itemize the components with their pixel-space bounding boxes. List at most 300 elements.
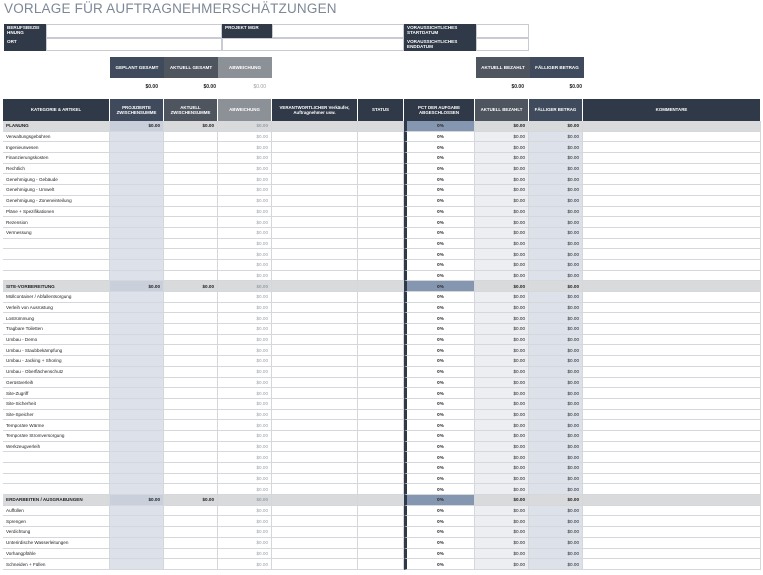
item-projiziert[interactable] bbox=[110, 559, 164, 570]
item-projiziert[interactable] bbox=[110, 410, 164, 421]
item-aktuell[interactable] bbox=[164, 249, 218, 260]
item-aktuell[interactable] bbox=[164, 142, 218, 153]
item-verantwortlich[interactable] bbox=[272, 324, 358, 335]
item-name[interactable]: Umbau - Oberflächenschutz bbox=[3, 367, 110, 378]
table-row bbox=[3, 367, 761, 378]
item-name[interactable]: Site-Speicher bbox=[3, 410, 110, 421]
item-pct[interactable]: 0% bbox=[404, 249, 475, 260]
item-kommentar[interactable] bbox=[583, 292, 761, 303]
item-projiziert[interactable] bbox=[110, 452, 164, 463]
item-projiziert[interactable] bbox=[110, 260, 164, 271]
item-verantwortlich[interactable] bbox=[272, 174, 358, 185]
item-kommentar[interactable] bbox=[583, 303, 761, 314]
item-pct[interactable]: 0% bbox=[404, 538, 475, 549]
item-aktuell[interactable] bbox=[164, 538, 218, 549]
item-pct[interactable]: 0% bbox=[404, 559, 475, 570]
item-projiziert[interactable] bbox=[110, 367, 164, 378]
item-pct[interactable]: 0% bbox=[404, 506, 475, 517]
item-verantwortlich[interactable] bbox=[272, 506, 358, 517]
section-kommentar[interactable] bbox=[583, 281, 761, 292]
item-pct[interactable]: 0% bbox=[404, 527, 475, 538]
item-kommentar[interactable] bbox=[583, 378, 761, 389]
item-status[interactable] bbox=[358, 164, 404, 175]
item-projiziert[interactable] bbox=[110, 249, 164, 260]
item-verantwortlich[interactable] bbox=[272, 164, 358, 175]
item-verantwortlich[interactable] bbox=[272, 260, 358, 271]
item-verantwortlich[interactable] bbox=[272, 420, 358, 431]
item-aktuell[interactable] bbox=[164, 549, 218, 560]
item-bezahlt: $0.00 bbox=[475, 420, 529, 431]
item-verantwortlich[interactable] bbox=[272, 292, 358, 303]
section-kommentar[interactable] bbox=[583, 495, 761, 506]
item-aktuell[interactable] bbox=[164, 324, 218, 335]
item-projiziert[interactable] bbox=[110, 185, 164, 196]
item-name[interactable]: Müllcontainer / Abfallentsorgung bbox=[3, 292, 110, 303]
item-projiziert[interactable] bbox=[110, 420, 164, 431]
item-faellig: $0.00 bbox=[529, 516, 583, 527]
item-kommentar[interactable] bbox=[583, 217, 761, 228]
item-status[interactable] bbox=[358, 207, 404, 218]
item-pct[interactable]: 0% bbox=[404, 174, 475, 185]
item-projiziert[interactable] bbox=[110, 431, 164, 442]
item-projiziert[interactable] bbox=[110, 474, 164, 485]
item-name[interactable]: Gerüstverleih bbox=[3, 378, 110, 389]
item-aktuell[interactable] bbox=[164, 484, 218, 495]
item-projiziert[interactable] bbox=[110, 196, 164, 207]
item-kommentar[interactable] bbox=[583, 153, 761, 164]
item-pct[interactable]: 0% bbox=[404, 260, 475, 271]
item-pct[interactable]: 0% bbox=[404, 549, 475, 560]
item-pct[interactable]: 0% bbox=[404, 345, 475, 356]
section-row bbox=[3, 121, 761, 132]
item-name[interactable] bbox=[3, 484, 110, 495]
item-pct[interactable]: 0% bbox=[404, 217, 475, 228]
item-status[interactable] bbox=[358, 474, 404, 485]
item-name[interactable]: Verdichtung bbox=[3, 527, 110, 538]
item-aktuell[interactable] bbox=[164, 153, 218, 164]
item-aktuell[interactable] bbox=[164, 217, 218, 228]
item-aktuell[interactable] bbox=[164, 313, 218, 324]
item-status[interactable] bbox=[358, 484, 404, 495]
item-status[interactable] bbox=[358, 356, 404, 367]
item-name[interactable] bbox=[3, 260, 110, 271]
item-projiziert[interactable] bbox=[110, 356, 164, 367]
item-abweichung: $0.00 bbox=[218, 516, 272, 527]
item-status[interactable] bbox=[358, 196, 404, 207]
item-kommentar[interactable] bbox=[583, 260, 761, 271]
item-pct[interactable]: 0% bbox=[404, 335, 475, 346]
item-kommentar[interactable] bbox=[583, 313, 761, 324]
item-pct[interactable]: 0% bbox=[404, 142, 475, 153]
item-name[interactable]: Genehmigung - Umwelt bbox=[3, 185, 110, 196]
item-name[interactable]: Genehmigung - Gebäude bbox=[3, 174, 110, 185]
item-projiziert[interactable] bbox=[110, 549, 164, 560]
item-verantwortlich[interactable] bbox=[272, 271, 358, 282]
item-name[interactable]: Sprengen bbox=[3, 516, 110, 527]
item-verantwortlich[interactable] bbox=[272, 538, 358, 549]
item-verantwortlich[interactable] bbox=[272, 313, 358, 324]
item-name[interactable]: Verwaltungsgebühren bbox=[3, 132, 110, 143]
item-name[interactable]: Vermessung bbox=[3, 228, 110, 239]
item-verantwortlich[interactable] bbox=[272, 463, 358, 474]
section-verantwortlich[interactable] bbox=[272, 121, 358, 132]
item-name[interactable]: Unterirdische Wasserleitungen bbox=[3, 538, 110, 549]
item-status[interactable] bbox=[358, 217, 404, 228]
item-name[interactable] bbox=[3, 474, 110, 485]
section-kommentar[interactable] bbox=[583, 121, 761, 132]
section-status[interactable] bbox=[358, 495, 404, 506]
item-status[interactable] bbox=[358, 388, 404, 399]
item-aktuell[interactable] bbox=[164, 335, 218, 346]
item-projiziert[interactable] bbox=[110, 174, 164, 185]
startdatum-field[interactable] bbox=[476, 24, 529, 38]
item-verantwortlich[interactable] bbox=[272, 559, 358, 570]
item-verantwortlich[interactable] bbox=[272, 442, 358, 453]
item-pct[interactable]: 0% bbox=[404, 185, 475, 196]
item-verantwortlich[interactable] bbox=[272, 356, 358, 367]
item-kommentar[interactable] bbox=[583, 271, 761, 282]
item-kommentar[interactable] bbox=[583, 164, 761, 175]
item-name[interactable]: Lostrümmung bbox=[3, 313, 110, 324]
table-row bbox=[3, 388, 761, 399]
item-aktuell[interactable] bbox=[164, 410, 218, 421]
item-status[interactable] bbox=[358, 271, 404, 282]
item-verantwortlich[interactable] bbox=[272, 196, 358, 207]
item-verantwortlich[interactable] bbox=[272, 527, 358, 538]
section-verantwortlich[interactable] bbox=[272, 281, 358, 292]
item-verantwortlich[interactable] bbox=[272, 207, 358, 218]
item-name[interactable]: Tragbare Toiletten bbox=[3, 324, 110, 335]
item-status[interactable] bbox=[358, 399, 404, 410]
item-name[interactable]: Site-Zugriff bbox=[3, 388, 110, 399]
item-aktuell[interactable] bbox=[164, 303, 218, 314]
berufsbezeichnung-field[interactable] bbox=[46, 24, 222, 38]
item-verantwortlich[interactable] bbox=[272, 367, 358, 378]
item-status[interactable] bbox=[358, 185, 404, 196]
item-pct[interactable]: 0% bbox=[404, 313, 475, 324]
item-status[interactable] bbox=[358, 174, 404, 185]
item-pct[interactable]: 0% bbox=[404, 271, 475, 282]
item-pct[interactable]: 0% bbox=[404, 431, 475, 442]
item-status[interactable] bbox=[358, 239, 404, 250]
item-kommentar[interactable] bbox=[583, 228, 761, 239]
item-pct[interactable]: 0% bbox=[404, 196, 475, 207]
ort-field[interactable] bbox=[46, 38, 222, 51]
item-status[interactable] bbox=[358, 132, 404, 143]
item-name[interactable]: Auffüllen bbox=[3, 506, 110, 517]
item-projiziert[interactable] bbox=[110, 399, 164, 410]
item-projiziert[interactable] bbox=[110, 516, 164, 527]
item-name[interactable] bbox=[3, 463, 110, 474]
item-aktuell[interactable] bbox=[164, 399, 218, 410]
item-pct[interactable]: 0% bbox=[404, 452, 475, 463]
item-pct[interactable]: 0% bbox=[404, 516, 475, 527]
item-verantwortlich[interactable] bbox=[272, 516, 358, 527]
item-pct[interactable]: 0% bbox=[404, 463, 475, 474]
item-kommentar[interactable] bbox=[583, 324, 761, 335]
table-row bbox=[3, 196, 761, 207]
item-pct[interactable]: 0% bbox=[404, 153, 475, 164]
item-pct[interactable]: 0% bbox=[404, 367, 475, 378]
item-aktuell[interactable] bbox=[164, 516, 218, 527]
item-name[interactable]: Vorhangpfähle bbox=[3, 549, 110, 560]
item-name[interactable]: Umbau - Demo bbox=[3, 335, 110, 346]
item-pct[interactable]: 0% bbox=[404, 292, 475, 303]
item-status[interactable] bbox=[358, 538, 404, 549]
item-projiziert[interactable] bbox=[110, 153, 164, 164]
item-kommentar[interactable] bbox=[583, 431, 761, 442]
item-status[interactable] bbox=[358, 260, 404, 271]
item-projiziert[interactable] bbox=[110, 345, 164, 356]
enddatum-field[interactable] bbox=[476, 38, 529, 51]
item-status[interactable] bbox=[358, 420, 404, 431]
item-verantwortlich[interactable] bbox=[272, 484, 358, 495]
item-kommentar[interactable] bbox=[583, 516, 761, 527]
item-aktuell[interactable] bbox=[164, 196, 218, 207]
item-kommentar[interactable] bbox=[583, 410, 761, 421]
item-verantwortlich[interactable] bbox=[272, 153, 358, 164]
item-bezahlt: $0.00 bbox=[475, 452, 529, 463]
item-aktuell[interactable] bbox=[164, 164, 218, 175]
item-name[interactable]: Verleih von Ausrüstung bbox=[3, 303, 110, 314]
item-pct[interactable]: 0% bbox=[404, 207, 475, 218]
item-projiziert[interactable] bbox=[110, 228, 164, 239]
item-verantwortlich[interactable] bbox=[272, 388, 358, 399]
item-name[interactable]: Umbau - Staubbekämpfung bbox=[3, 345, 110, 356]
item-status[interactable] bbox=[358, 249, 404, 260]
item-status[interactable] bbox=[358, 324, 404, 335]
item-projiziert[interactable] bbox=[110, 442, 164, 453]
item-pct[interactable]: 0% bbox=[404, 388, 475, 399]
item-pct[interactable]: 0% bbox=[404, 420, 475, 431]
item-aktuell[interactable] bbox=[164, 185, 218, 196]
item-projiziert[interactable] bbox=[110, 142, 164, 153]
item-aktuell[interactable] bbox=[164, 420, 218, 431]
item-status[interactable] bbox=[358, 442, 404, 453]
item-projiziert[interactable] bbox=[110, 538, 164, 549]
item-name[interactable]: Finanzierungskosten bbox=[3, 153, 110, 164]
item-projiziert[interactable] bbox=[110, 217, 164, 228]
item-kommentar[interactable] bbox=[583, 484, 761, 495]
item-kommentar[interactable] bbox=[583, 549, 761, 560]
item-projiziert[interactable] bbox=[110, 506, 164, 517]
item-aktuell[interactable] bbox=[164, 388, 218, 399]
item-verantwortlich[interactable] bbox=[272, 345, 358, 356]
item-kommentar[interactable] bbox=[583, 249, 761, 260]
item-status[interactable] bbox=[358, 452, 404, 463]
item-aktuell[interactable] bbox=[164, 367, 218, 378]
item-verantwortlich[interactable] bbox=[272, 132, 358, 143]
item-aktuell[interactable] bbox=[164, 527, 218, 538]
item-verantwortlich[interactable] bbox=[272, 399, 358, 410]
item-aktuell[interactable] bbox=[164, 260, 218, 271]
item-aktuell[interactable] bbox=[164, 452, 218, 463]
item-kommentar[interactable] bbox=[583, 367, 761, 378]
item-status[interactable] bbox=[358, 527, 404, 538]
item-pct[interactable]: 0% bbox=[404, 132, 475, 143]
item-kommentar[interactable] bbox=[583, 239, 761, 250]
item-kommentar[interactable] bbox=[583, 399, 761, 410]
item-projiziert[interactable] bbox=[110, 164, 164, 175]
item-name[interactable]: Genehmigung - Zoneneinteilung bbox=[3, 196, 110, 207]
item-verantwortlich[interactable] bbox=[272, 303, 358, 314]
item-verantwortlich[interactable] bbox=[272, 474, 358, 485]
item-pct[interactable]: 0% bbox=[404, 378, 475, 389]
item-status[interactable] bbox=[358, 549, 404, 560]
item-status[interactable] bbox=[358, 516, 404, 527]
item-projiziert[interactable] bbox=[110, 207, 164, 218]
item-projiziert[interactable] bbox=[110, 388, 164, 399]
item-status[interactable] bbox=[358, 506, 404, 517]
item-name[interactable] bbox=[3, 249, 110, 260]
item-projiziert[interactable] bbox=[110, 292, 164, 303]
item-name[interactable] bbox=[3, 271, 110, 282]
item-aktuell[interactable] bbox=[164, 239, 218, 250]
item-projiziert[interactable] bbox=[110, 313, 164, 324]
item-pct[interactable]: 0% bbox=[404, 474, 475, 485]
estimate-table bbox=[3, 99, 761, 570]
item-verantwortlich[interactable] bbox=[272, 239, 358, 250]
item-verantwortlich[interactable] bbox=[272, 410, 358, 421]
item-kommentar[interactable] bbox=[583, 559, 761, 570]
item-name[interactable]: Umbau - Jacking + Shoring bbox=[3, 356, 110, 367]
item-status[interactable] bbox=[358, 313, 404, 324]
item-name[interactable]: Temporäre Wärme bbox=[3, 420, 110, 431]
item-name[interactable]: Ingenieurwesen bbox=[3, 142, 110, 153]
item-pct[interactable]: 0% bbox=[404, 399, 475, 410]
item-verantwortlich[interactable] bbox=[272, 228, 358, 239]
item-kommentar[interactable] bbox=[583, 452, 761, 463]
item-status[interactable] bbox=[358, 410, 404, 421]
item-aktuell[interactable] bbox=[164, 207, 218, 218]
page-title: VORLAGE FÜR AUFTRAGNEHMERSCHÄTZUNGEN bbox=[4, 1, 337, 16]
item-verantwortlich[interactable] bbox=[272, 142, 358, 153]
item-kommentar[interactable] bbox=[583, 132, 761, 143]
item-aktuell[interactable] bbox=[164, 378, 218, 389]
item-kommentar[interactable] bbox=[583, 474, 761, 485]
item-kommentar[interactable] bbox=[583, 142, 761, 153]
item-aktuell[interactable] bbox=[164, 228, 218, 239]
item-projiziert[interactable] bbox=[110, 463, 164, 474]
item-projiziert[interactable] bbox=[110, 303, 164, 314]
item-verantwortlich[interactable] bbox=[272, 217, 358, 228]
item-pct[interactable]: 0% bbox=[404, 410, 475, 421]
item-pct[interactable]: 0% bbox=[404, 303, 475, 314]
item-projiziert[interactable] bbox=[110, 239, 164, 250]
item-kommentar[interactable] bbox=[583, 527, 761, 538]
section-status[interactable] bbox=[358, 281, 404, 292]
item-status[interactable] bbox=[358, 378, 404, 389]
item-status[interactable] bbox=[358, 335, 404, 346]
item-kommentar[interactable] bbox=[583, 345, 761, 356]
item-verantwortlich[interactable] bbox=[272, 431, 358, 442]
projekt-mgr-field[interactable] bbox=[272, 24, 404, 38]
item-kommentar[interactable] bbox=[583, 463, 761, 474]
item-verantwortlich[interactable] bbox=[272, 452, 358, 463]
item-status[interactable] bbox=[358, 292, 404, 303]
item-name[interactable] bbox=[3, 239, 110, 250]
item-aktuell[interactable] bbox=[164, 132, 218, 143]
item-verantwortlich[interactable] bbox=[272, 549, 358, 560]
item-status[interactable] bbox=[358, 142, 404, 153]
item-kommentar[interactable] bbox=[583, 356, 761, 367]
item-name[interactable]: Rechtlich bbox=[3, 164, 110, 175]
item-pct[interactable]: 0% bbox=[404, 324, 475, 335]
section-verantwortlich[interactable] bbox=[272, 495, 358, 506]
item-name[interactable]: Pläne + Spezifikationen bbox=[3, 207, 110, 218]
item-abweichung: $0.00 bbox=[218, 549, 272, 560]
item-status[interactable] bbox=[358, 228, 404, 239]
item-verantwortlich[interactable] bbox=[272, 249, 358, 260]
item-verantwortlich[interactable] bbox=[272, 378, 358, 389]
item-kommentar[interactable] bbox=[583, 420, 761, 431]
item-pct[interactable]: 0% bbox=[404, 239, 475, 250]
item-kommentar[interactable] bbox=[583, 185, 761, 196]
item-name[interactable]: Rezension bbox=[3, 217, 110, 228]
item-projiziert[interactable] bbox=[110, 271, 164, 282]
item-pct[interactable]: 0% bbox=[404, 484, 475, 495]
item-name[interactable]: Werkzeugverleih bbox=[3, 442, 110, 453]
item-faellig: $0.00 bbox=[529, 527, 583, 538]
projekt-mgr-field-2[interactable] bbox=[222, 38, 404, 51]
item-status[interactable] bbox=[358, 345, 404, 356]
item-aktuell[interactable] bbox=[164, 442, 218, 453]
item-aktuell[interactable] bbox=[164, 345, 218, 356]
item-projiziert[interactable] bbox=[110, 484, 164, 495]
item-aktuell[interactable] bbox=[164, 474, 218, 485]
item-projiziert[interactable] bbox=[110, 335, 164, 346]
item-pct[interactable]: 0% bbox=[404, 164, 475, 175]
item-projiziert[interactable] bbox=[110, 378, 164, 389]
item-kommentar[interactable] bbox=[583, 174, 761, 185]
item-verantwortlich[interactable] bbox=[272, 185, 358, 196]
item-name[interactable]: Schneiden + Füllen bbox=[3, 559, 110, 570]
item-status[interactable] bbox=[358, 367, 404, 378]
item-aktuell[interactable] bbox=[164, 431, 218, 442]
item-kommentar[interactable] bbox=[583, 538, 761, 549]
item-verantwortlich[interactable] bbox=[272, 335, 358, 346]
item-pct[interactable]: 0% bbox=[404, 442, 475, 453]
item-aktuell[interactable] bbox=[164, 506, 218, 517]
item-status[interactable] bbox=[358, 431, 404, 442]
item-aktuell[interactable] bbox=[164, 174, 218, 185]
item-kommentar[interactable] bbox=[583, 335, 761, 346]
item-aktuell[interactable] bbox=[164, 356, 218, 367]
item-kommentar[interactable] bbox=[583, 388, 761, 399]
item-aktuell[interactable] bbox=[164, 463, 218, 474]
item-aktuell[interactable] bbox=[164, 559, 218, 570]
section-status[interactable] bbox=[358, 121, 404, 132]
item-status[interactable] bbox=[358, 153, 404, 164]
item-projiziert[interactable] bbox=[110, 527, 164, 538]
item-projiziert[interactable] bbox=[110, 132, 164, 143]
item-pct[interactable]: 0% bbox=[404, 356, 475, 367]
item-kommentar[interactable] bbox=[583, 506, 761, 517]
item-name[interactable]: Temporäre Stromversorgung bbox=[3, 431, 110, 442]
item-status[interactable] bbox=[358, 559, 404, 570]
item-name[interactable]: Site-Sicherheit bbox=[3, 399, 110, 410]
item-aktuell[interactable] bbox=[164, 271, 218, 282]
item-status[interactable] bbox=[358, 463, 404, 474]
item-kommentar[interactable] bbox=[583, 196, 761, 207]
item-name[interactable] bbox=[3, 452, 110, 463]
item-kommentar[interactable] bbox=[583, 442, 761, 453]
item-status[interactable] bbox=[358, 303, 404, 314]
item-pct[interactable]: 0% bbox=[404, 228, 475, 239]
item-projiziert[interactable] bbox=[110, 324, 164, 335]
item-kommentar[interactable] bbox=[583, 207, 761, 218]
item-aktuell[interactable] bbox=[164, 292, 218, 303]
